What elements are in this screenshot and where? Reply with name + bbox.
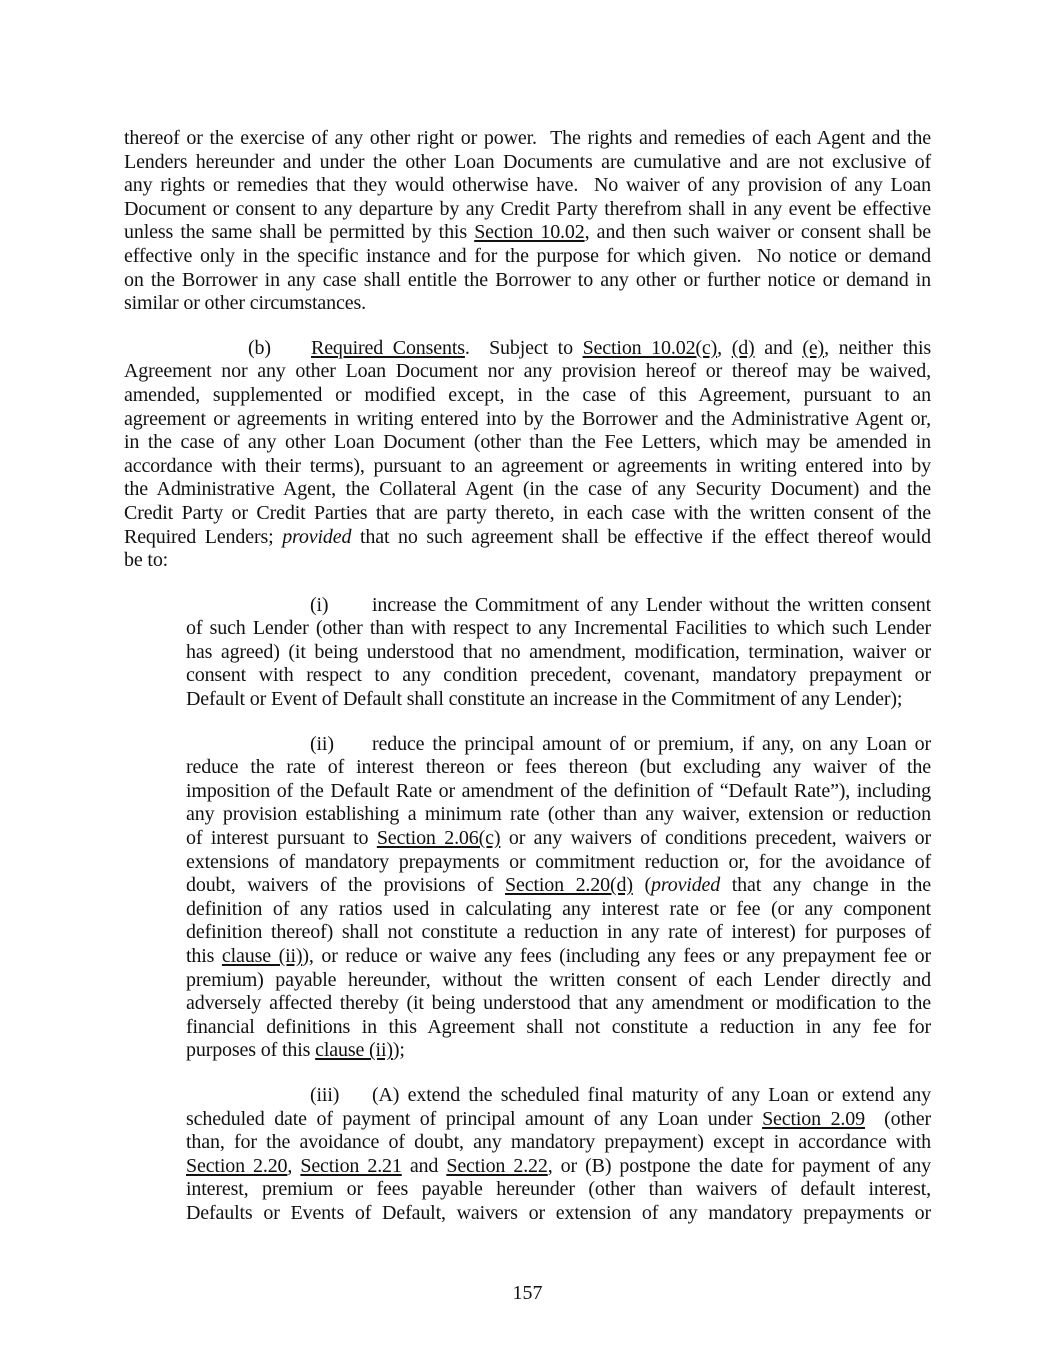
text-line [186,898,931,922]
text-segment: unless the same shall be permitted by this [124,221,475,244]
text-segment: (other [864,1107,931,1130]
section-reference: Section 2.09 [762,1107,865,1130]
text-line [124,337,931,361]
text-segment: Agreement nor any other Loan Document nor any provision hereof or thereof may be waived, [124,360,931,383]
text-segment: extensions of mandatory prepayments or commitment reduction or, for the avoidance of [186,850,931,873]
text-line [124,151,931,175]
clause-label: (i) [310,593,329,616]
text-line [186,688,931,712]
section-reference: Section 2.21 [300,1154,402,1177]
text-segment: Required Lenders; [124,525,283,548]
text-segment: ), or reduce or waive any fees (including any fees or any prepayment fee or [302,945,931,967]
text-line [186,827,931,851]
section-reference: (d) [731,336,755,359]
section-reference: Section 2.20 [186,1154,288,1177]
text-line [186,733,931,757]
text-line [186,641,931,665]
text-segment: , or (B) postpone the date for payment of any [547,1154,931,1177]
text-segment: and [754,336,803,359]
text-line [186,803,931,827]
text-segment: ); [392,1039,405,1062]
text-line [124,198,931,222]
text-segment: scheduled date of payment of principal amount of any Loan under [186,1107,763,1130]
text-line [186,1178,931,1202]
text-line [124,269,931,293]
text-segment: imposition of the Default Rate or amendment of the definition of “Default Rate”), including [186,779,931,802]
clause-label: (b) [248,336,271,359]
text-line [186,874,931,898]
text-segment: Defaults or Events of Default, waivers or extension of any mandatory prepayments or [186,1201,931,1224]
italic-term: provided [650,874,721,897]
text-line [186,617,931,641]
text-segment: of such Lender (other than with respect to any Incremental Facilities to which such Lender [186,617,931,640]
text-segment: increase the Commitment of any Lender without the written consent [372,593,931,616]
text-segment: than, for the avoidance of doubt, any mandatory prepayment) except in accordance with [186,1131,931,1154]
text-line [186,780,931,804]
body-paragraph [124,127,931,316]
text-segment: definition thereof) shall not constitute a reduction in any rate of interest) for purposes of [186,921,931,944]
text-segment: that no such agreement shall be effective if the effect thereof would [351,525,931,548]
text-segment: has agreed) (it being understood that no amendment, modification, termination, waiver or [186,640,931,663]
text-segment: this [186,945,222,967]
text-line [186,851,931,875]
clause-paragraph [186,594,931,712]
section-reference: Section 10.02 [474,221,585,244]
text-line [186,921,931,945]
text-line [186,1108,931,1132]
text-segment: the Administrative Agent, the Collateral Agent (in the case of any Security Document) and the [124,478,931,501]
section-reference: Required Consents [311,336,465,359]
section-reference: (e) [802,336,825,359]
text-segment: , and then such waiver or consent shall be [584,221,931,244]
clause-label: (iii) [310,1083,340,1106]
text-segment: amended, supplemented or modified except, in the case of this Agreement, pursuant to an [124,383,931,406]
text-segment: , [717,336,732,359]
text-line [186,1039,931,1063]
text-segment: financial definitions in this Agreement shall not constitute a reduction in any fee for [186,1015,931,1038]
text-line [186,1202,931,1226]
text-line [124,502,931,526]
text-segment: any provision establishing a minimum rate (other than any waiver, extension or reduction [186,803,931,826]
text-segment: ( [632,874,651,897]
text-line [186,969,931,993]
text-segment: reduce the rate of interest thereon or fees thereon (but excluding any waiver of the [186,756,931,779]
text-segment: adversely affected thereby (it being understood that any amendment or modification to the [186,992,931,1015]
text-segment: , [287,1154,301,1177]
text-segment: definition of any ratios used in calculating any interest rate or fee (or any component [186,897,931,920]
text-segment: any rights or remedies that they would otherwise have. No waiver of any provision of any Loan [124,174,931,197]
text-segment: . Subject to [464,336,583,359]
text-line [124,221,931,245]
text-line [186,1155,931,1179]
text-segment: be to: [124,549,169,572]
text-segment: Document or consent to any departure by any Credit Party therefrom shall in any event be effective [124,197,931,220]
text-line [124,127,931,151]
clause-label: (ii) [310,732,334,755]
text-segment: accordance with their terms), pursuant to an agreement or agreements in writing entered into by [124,454,931,477]
document-body [124,127,931,1247]
text-segment: interest, premium or fees payable hereunder (other than waivers of default interest, [186,1178,931,1201]
text-segment: premium) payable hereunder, without the written consent of each Lender directly and [186,968,931,991]
text-segment: agreement or agreements in writing entered into by the Borrower and the Administrative Agent or, [124,407,931,430]
section-reference: Section 2.20(d) [505,874,633,897]
body-paragraph [124,337,931,573]
text-line [124,292,931,316]
text-segment: doubt, waivers of the provisions of [186,874,506,897]
text-line [186,1016,931,1040]
italic-term: provided [282,525,352,548]
text-segment: of interest pursuant to [186,827,377,850]
text-segment: or any waivers of conditions precedent, waivers or [500,827,931,850]
text-line [186,1131,931,1155]
text-line [124,360,931,384]
clause-paragraph [186,733,931,1063]
text-segment: (A) extend the scheduled final maturity of any Loan or extend any [372,1083,931,1106]
section-reference: Section 2.06(c) [376,827,501,850]
section-reference: Section 2.22 [446,1154,548,1177]
text-segment: Credit Party or Credit Parties that are party thereto, in each case with the written consent of the [124,501,931,524]
text-segment: purposes of this [186,1039,316,1062]
text-line [124,431,931,455]
text-line [124,478,931,502]
text-line [186,992,931,1016]
text-segment: that any change in the [720,874,931,897]
text-segment: , neither this [824,336,931,359]
text-line [124,408,931,432]
page-number: 157 [512,1282,543,1304]
text-segment: similar or other circumstances. [124,292,366,315]
text-line [124,455,931,479]
section-reference: Section 10.02(c) [582,336,718,359]
text-line [124,174,931,198]
text-segment: thereof or the exercise of any other right or power. The rights and remedies of each Agent and the [124,127,931,149]
text-segment: on the Borrower in any case shall entitle the Borrower to any other or further notice or demand in [124,268,931,291]
text-line [124,384,931,408]
clause-paragraph [186,1084,931,1226]
text-segment: and [401,1154,447,1177]
text-line [124,245,931,269]
text-line [124,549,931,573]
text-line [124,526,931,550]
section-reference: clause (ii) [315,1039,393,1062]
text-segment: reduce the principal amount of or premium, if any, on any Loan or [372,732,931,755]
text-line [186,756,931,780]
text-line [186,1084,931,1108]
text-line [186,594,931,618]
text-segment: consent with respect to any condition precedent, covenant, mandatory prepayment or [186,664,931,687]
text-segment: Default or Event of Default shall constitute an increase in the Commitment of any Lender); [186,688,903,711]
section-reference: clause (ii) [221,945,303,967]
text-line [186,945,931,969]
text-segment: effective only in the specific instance and for the purpose for which given. No notice or demand [124,244,931,267]
text-segment: in the case of any other Loan Document (other than the Fee Letters, which may be amended in [124,431,931,454]
text-segment: Lenders hereunder and under the other Loan Documents are cumulative and are not exclusive of [124,150,931,173]
text-line [186,664,931,688]
